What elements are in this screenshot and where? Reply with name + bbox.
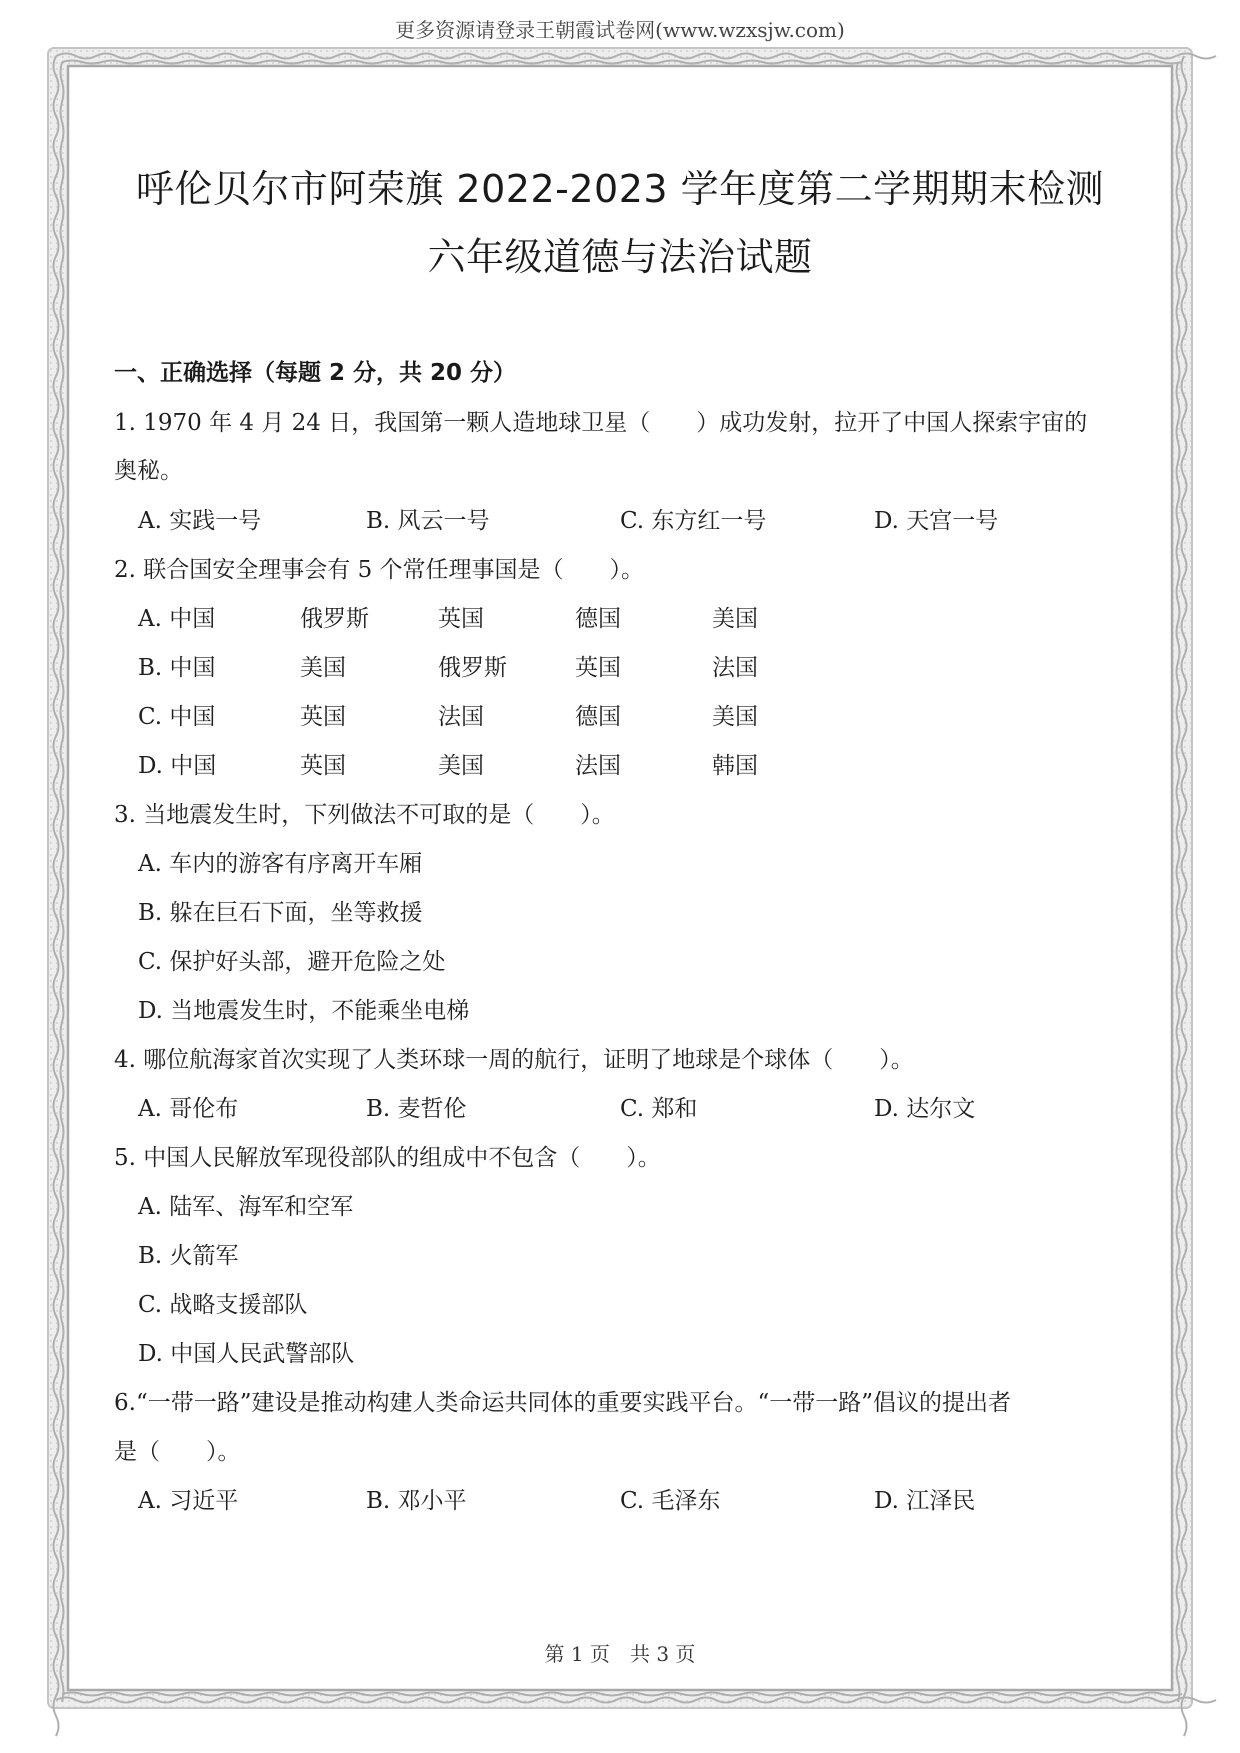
option-cell: 韩国 xyxy=(712,753,758,779)
option-cell: A. 中国 xyxy=(138,606,216,632)
question-5-option-c: C. 战略支援部队 xyxy=(138,1292,308,1318)
question-5-stem: 5. 中国人民解放军现役部队的组成中不包含（ ）。 xyxy=(114,1145,661,1171)
option-cell: 德国 xyxy=(575,704,621,730)
question-6-option-d: D. 江泽民 xyxy=(874,1488,976,1514)
question-4-option-a: A. 哥伦布 xyxy=(138,1096,239,1122)
exam-title: 呼伦贝尔市阿荣旗 2022-2023 学年度第二学期期末检测 xyxy=(135,167,1105,211)
question-4-stem: 4. 哪位航海家首次实现了人类环球一周的航行，证明了地球是个球体（ ）。 xyxy=(114,1047,914,1073)
page-number: 第 1 页 共 3 页 xyxy=(544,1642,696,1666)
question-3-option-d: D. 当地震发生时，不能乘坐电梯 xyxy=(138,998,470,1024)
question-1-stem: 1. 1970 年 4 月 24 日，我国第一颗人造地球卫星（ ）成功发射，拉开了中国人探索宇宙的 xyxy=(114,410,1088,436)
option-cell: 美国 xyxy=(300,655,346,681)
question-1-option-d: D. 天宫一号 xyxy=(874,508,999,534)
option-cell: 英国 xyxy=(438,606,484,632)
question-5-option-b: B. 火箭军 xyxy=(138,1243,239,1269)
option-cell: 英国 xyxy=(300,753,346,779)
option-cell: 英国 xyxy=(300,704,346,730)
option-cell: 法国 xyxy=(438,704,484,730)
question-1-option-c: C. 东方红一号 xyxy=(620,508,767,534)
question-3-option-b: B. 躲在巨石下面，坐等救援 xyxy=(138,900,423,926)
option-cell: 法国 xyxy=(712,655,758,681)
option-cell: 法国 xyxy=(575,753,621,779)
option-cell: C. 中国 xyxy=(138,704,216,730)
option-cell: 俄罗斯 xyxy=(438,655,507,681)
question-1-option-b: B. 风云一号 xyxy=(366,508,490,534)
question-4-option-c: C. 郑和 xyxy=(620,1096,698,1122)
question-6-option-c: C. 毛泽东 xyxy=(620,1488,721,1514)
option-cell: 英国 xyxy=(575,655,621,681)
question-3-stem: 3. 当地震发生时，下列做法不可取的是（ ）。 xyxy=(114,802,615,828)
question-5-option-a: A. 陆军、海军和空军 xyxy=(138,1194,354,1220)
question-1-option-a: A. 实践一号 xyxy=(138,508,262,534)
question-6-stem-cont: 是（ ）。 xyxy=(114,1439,241,1465)
option-cell: 德国 xyxy=(575,606,621,632)
question-3-option-c: C. 保护好头部，避开危险之处 xyxy=(138,949,446,975)
question-1-stem-cont: 奥秘。 xyxy=(114,458,183,484)
option-cell: 美国 xyxy=(438,753,484,779)
source-banner: 更多资源请登录王朝霞试卷网(www.wzxsjw.com) xyxy=(395,18,845,42)
question-6-option-b: B. 邓小平 xyxy=(366,1488,467,1514)
option-cell: B. 中国 xyxy=(138,655,216,681)
exam-subtitle: 六年级道德与法治试题 xyxy=(427,235,813,279)
section-heading-choice: 一、正确选择（每题 2 分，共 20 分） xyxy=(114,360,517,386)
option-cell: 美国 xyxy=(712,704,758,730)
question-4-option-d: D. 达尔文 xyxy=(874,1096,976,1122)
question-6-option-a: A. 习近平 xyxy=(138,1488,239,1514)
question-6-stem: 6.“一带一路”建设是推动构建人类命运共同体的重要实践平台。“一带一路”倡议的提出者 xyxy=(114,1390,1011,1416)
option-cell: D. 中国 xyxy=(138,753,217,779)
question-3-option-a: A. 车内的游客有序离开车厢 xyxy=(138,851,423,877)
question-5-option-d: D. 中国人民武警部队 xyxy=(138,1341,355,1367)
question-4-option-b: B. 麦哲伦 xyxy=(366,1096,467,1122)
option-cell: 美国 xyxy=(712,606,758,632)
question-2-stem: 2. 联合国安全理事会有 5 个常任理事国是（ ）。 xyxy=(114,557,645,583)
option-cell: 俄罗斯 xyxy=(300,606,369,632)
